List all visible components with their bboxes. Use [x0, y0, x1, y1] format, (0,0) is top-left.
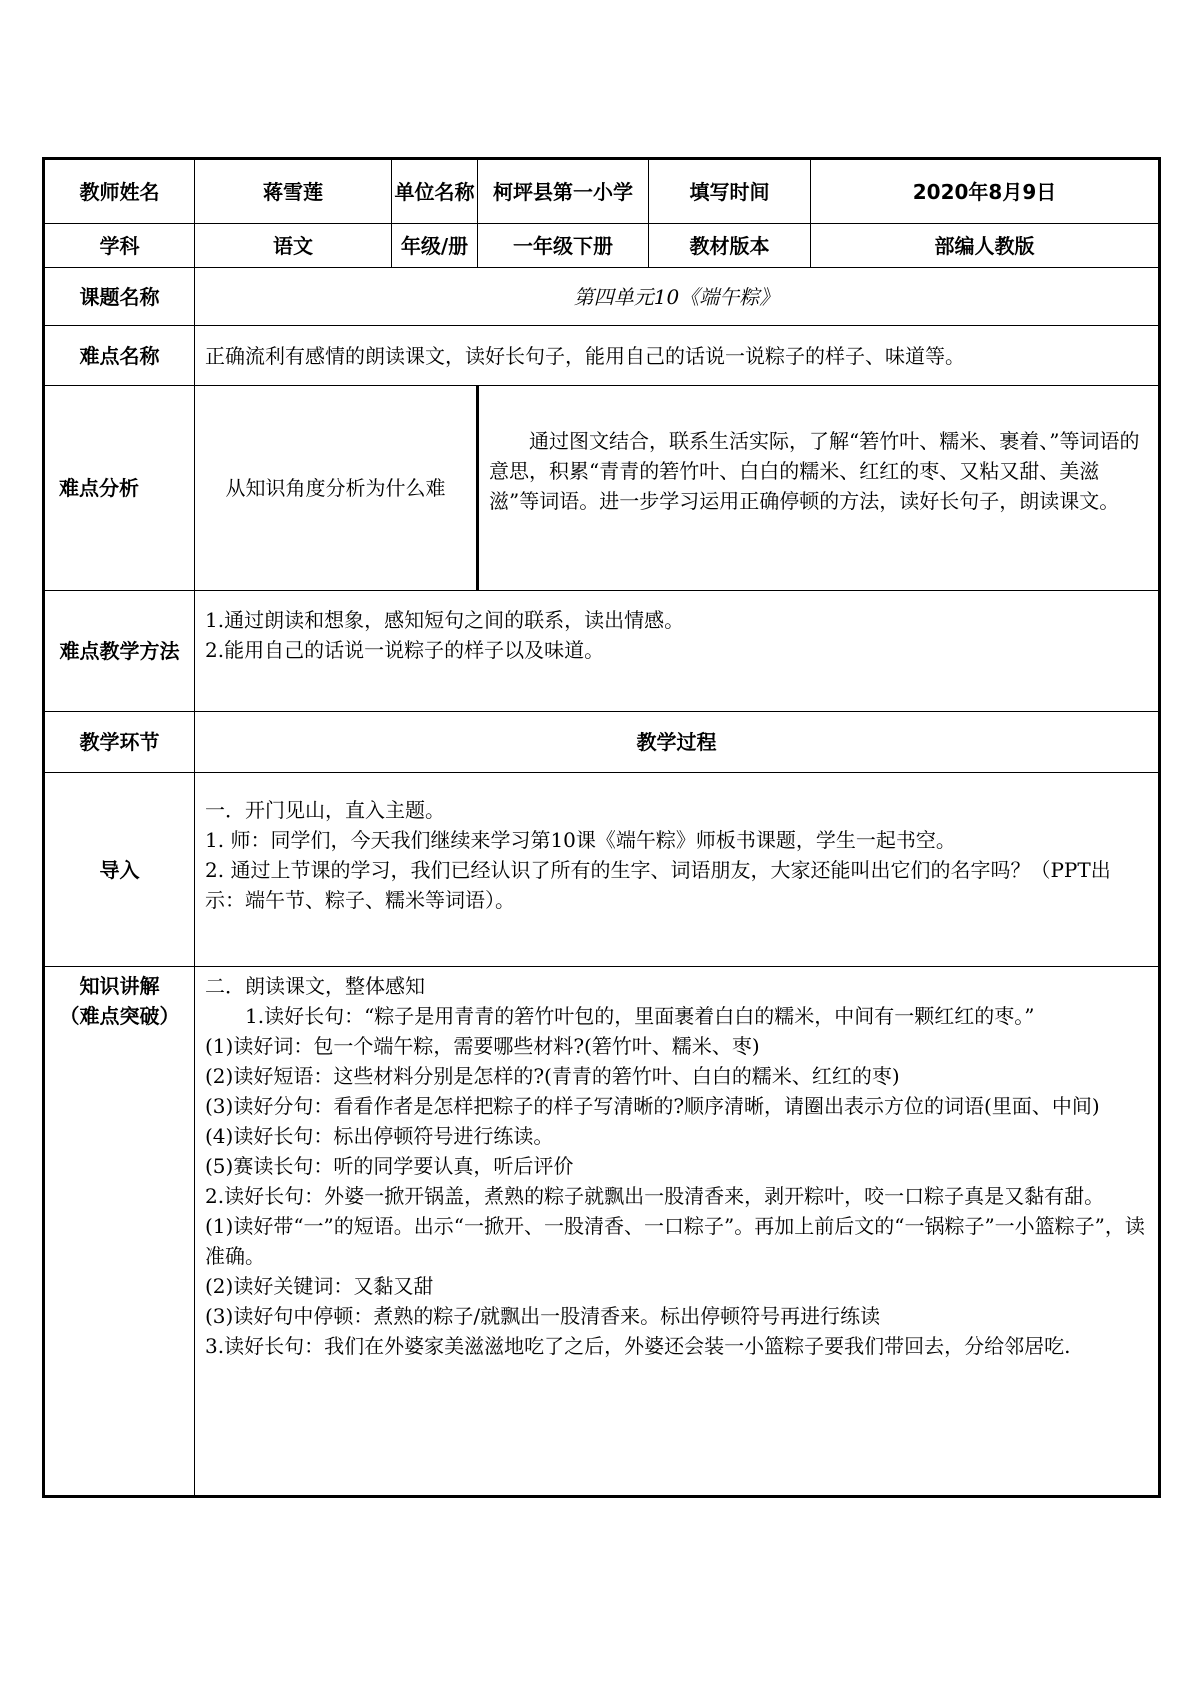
lesson-plan-sheet — [42, 157, 1158, 1498]
knowledge-line: (2)读好短语：这些材料分别是怎样的?(青青的箬竹叶、白白的糯米、红红的枣) — [205, 1064, 900, 1088]
analysis-text-cell — [478, 386, 1160, 591]
edition-label: 教材版本 — [649, 224, 811, 268]
analysis-text: 通过图文结合，联系生活实际，了解“箬竹叶、糯米、裹着、”等词语的意思，积累“青青的箬竹叶、白白的糯米、红红的枣、又粘又甜、美滋滋”等词语。进一步学习运用正确停顿的方法，读好长句子，朗读课文。 — [489, 429, 1140, 513]
topic-row — [44, 268, 1160, 326]
knowledge-label — [44, 967, 195, 1497]
process-label: 教学过程 — [195, 712, 1160, 773]
unit-label: 单位名称 — [392, 159, 478, 224]
edition-value: 部编人教版 — [811, 224, 1160, 268]
stage-label: 教学环节 — [44, 712, 195, 773]
intro-line: 2. 通过上节课的学习，我们已经认识了所有的生字、词语朋友，大家还能叫出它们的名字吗？（PPT出示：端午节、粽子、糯米等词语）。 — [205, 858, 1111, 912]
lesson-plan-table — [42, 157, 1161, 1498]
knowledge-first-item: 1.读好长句：“粽子是用青青的箬竹叶包的，里面裹着白白的糯米，中间有一颗红红的枣。” — [245, 1004, 1035, 1028]
subject-label: 学科 — [44, 224, 195, 268]
knowledge-line: 3.读好长句：我们在外婆家美滋滋地吃了之后，外婆还会装一小篮粽子要我们带回去，分给邻居吃. — [205, 1334, 1071, 1358]
knowledge-line: 2.读好长句：外婆一掀开锅盖，煮熟的粽子就飘出一股清香来，剥开粽叶，咬一口粽子真是又黏有甜。 — [205, 1184, 1105, 1208]
knowledge-line: (5)赛读长句：听的同学要认真，听后评价 — [205, 1154, 574, 1178]
method-label: 难点教学方法 — [44, 591, 195, 712]
knowledge-heading: 二．朗读课文，整体感知 — [205, 974, 425, 998]
method-line: 1.通过朗读和想象，感知短句之间的联系，读出情感。 — [205, 608, 685, 632]
method-row — [44, 591, 1160, 712]
analysis-row — [44, 386, 1160, 591]
knowledge-line: (3)读好分句：看看作者是怎样把粽子的样子写清晰的?顺序清晰，请圈出表示方位的词语(里面、中间) — [205, 1094, 1100, 1118]
intro-cell — [195, 773, 1160, 967]
knowledge-cell — [195, 967, 1160, 1497]
grade-label: 年级/册 — [392, 224, 478, 268]
method-line: 2.能用自己的话说一说粽子的样子以及味道。 — [205, 638, 605, 662]
difficulty-label: 难点名称 — [44, 326, 195, 386]
knowledge-label-line2: （难点突破） — [59, 1004, 180, 1028]
difficulty-row — [44, 326, 1160, 386]
knowledge-row — [44, 967, 1160, 1497]
info-row-1 — [44, 159, 1160, 224]
date-value: 2020年8月9日 — [811, 159, 1160, 224]
grade-value: 一年级下册 — [478, 224, 649, 268]
knowledge-line: (1)读好带“一”的短语。出示“一掀开、一股清香、一口粽子”。再加上前后文的“一锅粽子”一小篮粽子”，读准确。 — [205, 1214, 1145, 1268]
intro-row — [44, 773, 1160, 967]
analysis-sublabel: 从知识角度分析为什么难 — [195, 386, 478, 591]
intro-label: 导入 — [44, 773, 195, 967]
knowledge-line: (3)读好句中停顿：煮熟的粽子/就飘出一股清香来。标出停顿符号再进行练读 — [205, 1304, 881, 1328]
knowledge-line: (2)读好关键词：又黏又甜 — [205, 1274, 434, 1298]
topic-value: 第四单元10《端午粽》 — [195, 268, 1160, 326]
info-row-2 — [44, 224, 1160, 268]
process-header-row — [44, 712, 1160, 773]
unit-value: 柯坪县第一小学 — [478, 159, 649, 224]
knowledge-label-line1: 知识讲解 — [79, 974, 160, 998]
difficulty-value: 正确流利有感情的朗读课文，读好长句子，能用自己的话说一说粽子的样子、味道等。 — [195, 326, 1160, 386]
date-label: 填写时间 — [649, 159, 811, 224]
teacher-value: 蒋雪莲 — [195, 159, 392, 224]
knowledge-line: (4)读好长句：标出停顿符号进行练读。 — [205, 1124, 554, 1148]
knowledge-line: (1)读好词：包一个端午粽，需要哪些材料?(箬竹叶、糯米、枣) — [205, 1034, 760, 1058]
topic-label: 课题名称 — [44, 268, 195, 326]
subject-value: 语文 — [195, 224, 392, 268]
method-cell — [195, 591, 1160, 712]
intro-line: 一．开门见山，直入主题。 — [205, 798, 445, 822]
analysis-label: 难点分析 — [44, 386, 195, 591]
intro-line: 1. 师：同学们，今天我们继续来学习第10课《端午粽》师板书课题，学生一起书空。 — [205, 828, 956, 852]
teacher-label: 教师姓名 — [44, 159, 195, 224]
